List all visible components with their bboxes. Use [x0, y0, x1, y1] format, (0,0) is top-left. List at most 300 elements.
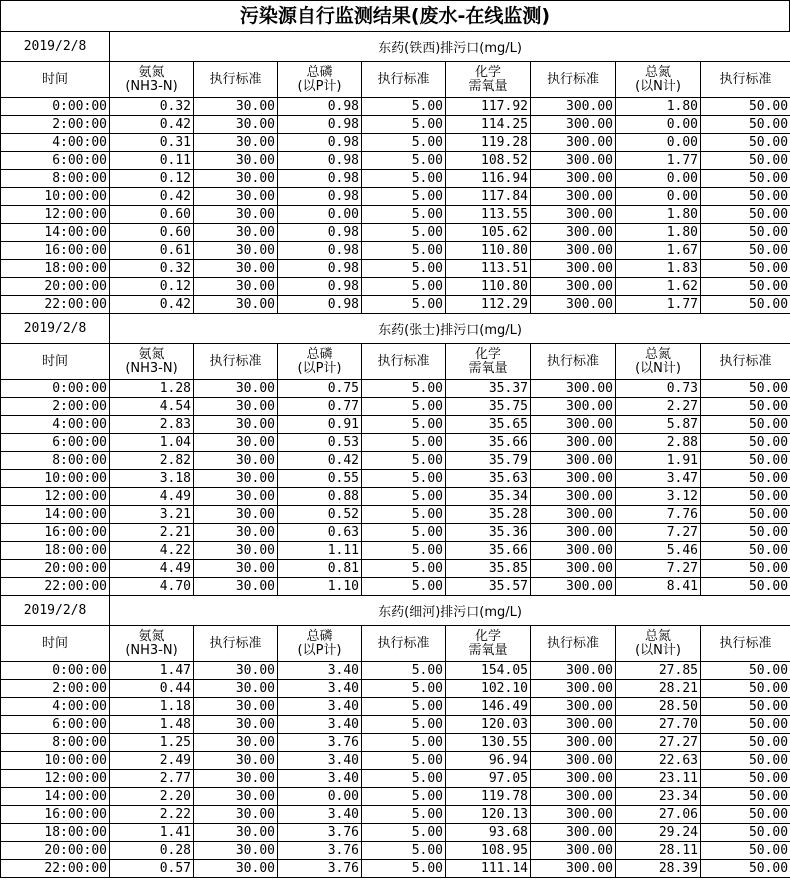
- header-nh3-text: 氨氮: [138, 628, 165, 644]
- tn-standard: 50.00: [701, 662, 790, 680]
- header-cod-standard: [531, 344, 616, 380]
- cod-value: 35.37: [446, 380, 531, 398]
- tn-value: 0.00: [616, 170, 701, 188]
- tp-standard: 5.00: [362, 752, 446, 770]
- nh3-standard: 30.00: [194, 734, 278, 752]
- cod-value: 93.68: [446, 824, 531, 842]
- tn-standard: 50.00: [701, 860, 790, 878]
- tp-value: 1.11: [278, 542, 362, 560]
- table-row: [1, 662, 790, 680]
- cod-value: 97.05: [446, 770, 531, 788]
- section-header-row: [1, 596, 790, 626]
- nh3-value: 4.54: [110, 398, 194, 416]
- tn-value: 3.47: [616, 470, 701, 488]
- time-cell: 10:00:00: [1, 188, 110, 206]
- time-cell: 20:00:00: [1, 842, 110, 860]
- nh3-value: 1.48: [110, 716, 194, 734]
- nh3-value: 2.20: [110, 788, 194, 806]
- cod-value: 35.28: [446, 506, 531, 524]
- tn-standard: 50.00: [701, 134, 790, 152]
- tn-standard: 50.00: [701, 806, 790, 824]
- header-cod-text: 化学: [474, 346, 501, 362]
- nh3-value: 4.49: [110, 560, 194, 578]
- nh3-value: 3.18: [110, 470, 194, 488]
- cod-value: 120.13: [446, 806, 531, 824]
- time-cell: 18:00:00: [1, 260, 110, 278]
- table-row: [1, 470, 790, 488]
- cod-value: 35.85: [446, 560, 531, 578]
- time-cell: 18:00:00: [1, 542, 110, 560]
- nh3-value: 2.21: [110, 524, 194, 542]
- table-row: [1, 242, 790, 260]
- time-cell: 6:00:00: [1, 152, 110, 170]
- nh3-value: 3.21: [110, 506, 194, 524]
- tp-standard: 5.00: [362, 260, 446, 278]
- tn-value: 3.12: [616, 488, 701, 506]
- nh3-value: 0.60: [110, 206, 194, 224]
- cod-standard: 300.00: [531, 278, 616, 296]
- header-time: [1, 62, 110, 98]
- cod-value: 120.03: [446, 716, 531, 734]
- header-tp-standard: [362, 62, 446, 98]
- tn-standard: 50.00: [701, 842, 790, 860]
- tp-value: 0.98: [278, 98, 362, 116]
- table-row: [1, 560, 790, 578]
- cod-standard: 300.00: [531, 170, 616, 188]
- nh3-standard: 30.00: [194, 296, 278, 314]
- tn-standard: 50.00: [701, 698, 790, 716]
- nh3-standard: 30.00: [194, 560, 278, 578]
- header-cod-standard-text: 执行标准: [546, 635, 599, 651]
- cod-standard: 300.00: [531, 488, 616, 506]
- table-row: [1, 170, 790, 188]
- cod-value: 113.51: [446, 260, 531, 278]
- tn-standard: 50.00: [701, 296, 790, 314]
- nh3-value: 0.57: [110, 860, 194, 878]
- header-tp-text: (以P计): [297, 642, 342, 658]
- tp-standard: 5.00: [362, 680, 446, 698]
- tn-value: 28.11: [616, 842, 701, 860]
- header-time: [1, 626, 110, 662]
- table-row: [1, 698, 790, 716]
- nh3-value: 1.04: [110, 434, 194, 452]
- tp-standard: 5.00: [362, 506, 446, 524]
- tn-standard: 50.00: [701, 734, 790, 752]
- tp-value: 0.63: [278, 524, 362, 542]
- time-cell: 16:00:00: [1, 242, 110, 260]
- tp-standard: 5.00: [362, 416, 446, 434]
- nh3-standard: 30.00: [194, 278, 278, 296]
- header-nh3-standard-text: 执行标准: [209, 635, 262, 651]
- column-header-row: [1, 62, 790, 98]
- nh3-standard: 30.00: [194, 224, 278, 242]
- table-row: [1, 860, 790, 878]
- tp-value: 0.55: [278, 470, 362, 488]
- table-row: [1, 824, 790, 842]
- tn-value: 5.87: [616, 416, 701, 434]
- header-cod-standard: [531, 62, 616, 98]
- cod-value: 102.10: [446, 680, 531, 698]
- tp-standard: 5.00: [362, 662, 446, 680]
- time-cell: 18:00:00: [1, 824, 110, 842]
- time-cell: 6:00:00: [1, 434, 110, 452]
- header-cod-standard: [531, 626, 616, 662]
- nh3-standard: 30.00: [194, 98, 278, 116]
- cod-value: 117.92: [446, 98, 531, 116]
- tn-standard: 50.00: [701, 242, 790, 260]
- tn-value: 27.27: [616, 734, 701, 752]
- cod-standard: 300.00: [531, 134, 616, 152]
- section-date: 2019/2/8: [1, 596, 110, 626]
- cod-value: 119.28: [446, 134, 531, 152]
- tn-standard: 50.00: [701, 434, 790, 452]
- cod-value: 35.79: [446, 452, 531, 470]
- nh3-value: 0.42: [110, 116, 194, 134]
- tn-standard: 50.00: [701, 380, 790, 398]
- tp-standard: 5.00: [362, 152, 446, 170]
- tn-standard: 50.00: [701, 98, 790, 116]
- nh3-standard: 30.00: [194, 542, 278, 560]
- cod-value: 35.57: [446, 578, 531, 596]
- cod-standard: 300.00: [531, 698, 616, 716]
- cod-value: 117.84: [446, 188, 531, 206]
- tp-standard: 5.00: [362, 188, 446, 206]
- table-row: [1, 788, 790, 806]
- nh3-standard: 30.00: [194, 824, 278, 842]
- header-nh3-standard: [194, 62, 278, 98]
- header-tn-text: (以N计): [635, 78, 681, 94]
- tp-standard: 5.00: [362, 716, 446, 734]
- tn-standard: 50.00: [701, 152, 790, 170]
- nh3-standard: 30.00: [194, 416, 278, 434]
- tp-value: 0.75: [278, 380, 362, 398]
- tn-standard: 50.00: [701, 770, 790, 788]
- tp-value: 3.76: [278, 824, 362, 842]
- tp-value: 3.76: [278, 860, 362, 878]
- tp-standard: 5.00: [362, 578, 446, 596]
- header-time: [1, 344, 110, 380]
- table-row: [1, 278, 790, 296]
- header-nh3-text: (NH3-N): [125, 360, 178, 376]
- time-cell: 10:00:00: [1, 752, 110, 770]
- cod-standard: 300.00: [531, 860, 616, 878]
- cod-value: 35.63: [446, 470, 531, 488]
- header-tp: [278, 62, 362, 98]
- nh3-standard: 30.00: [194, 206, 278, 224]
- monitoring-table: [0, 31, 790, 878]
- nh3-value: 1.41: [110, 824, 194, 842]
- tp-value: 0.81: [278, 560, 362, 578]
- cod-value: 108.52: [446, 152, 531, 170]
- cod-standard: 300.00: [531, 242, 616, 260]
- section-header-row: [1, 314, 790, 344]
- nh3-value: 0.42: [110, 296, 194, 314]
- cod-value: 130.55: [446, 734, 531, 752]
- section-header-row: [1, 32, 790, 62]
- nh3-standard: 30.00: [194, 506, 278, 524]
- tp-value: 0.88: [278, 488, 362, 506]
- nh3-value: 1.28: [110, 380, 194, 398]
- tn-standard: 50.00: [701, 260, 790, 278]
- time-cell: 4:00:00: [1, 698, 110, 716]
- nh3-standard: 30.00: [194, 752, 278, 770]
- tn-value: 7.76: [616, 506, 701, 524]
- nh3-value: 0.32: [110, 98, 194, 116]
- header-tp-text: (以P计): [297, 78, 342, 94]
- table-row: [1, 452, 790, 470]
- table-row: [1, 98, 790, 116]
- tp-standard: 5.00: [362, 278, 446, 296]
- tn-value: 7.27: [616, 524, 701, 542]
- time-cell: 4:00:00: [1, 416, 110, 434]
- tn-value: 2.27: [616, 398, 701, 416]
- tp-value: 3.40: [278, 716, 362, 734]
- section-date: 2019/2/8: [1, 32, 110, 62]
- header-cod-text: 需氧量: [468, 642, 508, 658]
- nh3-value: 0.12: [110, 278, 194, 296]
- tp-value: 0.98: [278, 152, 362, 170]
- cod-value: 35.66: [446, 434, 531, 452]
- tn-value: 0.73: [616, 380, 701, 398]
- tn-value: 1.83: [616, 260, 701, 278]
- header-nh3-text: (NH3-N): [125, 642, 178, 658]
- nh3-standard: 30.00: [194, 470, 278, 488]
- time-cell: 0:00:00: [1, 380, 110, 398]
- tp-standard: 5.00: [362, 542, 446, 560]
- cod-value: 111.14: [446, 860, 531, 878]
- time-cell: 2:00:00: [1, 116, 110, 134]
- tp-value: 0.00: [278, 788, 362, 806]
- tp-standard: 5.00: [362, 434, 446, 452]
- table-row: [1, 296, 790, 314]
- header-nh3: [110, 344, 194, 380]
- cod-standard: 300.00: [531, 188, 616, 206]
- cod-value: 108.95: [446, 842, 531, 860]
- nh3-standard: 30.00: [194, 170, 278, 188]
- header-tp-standard-text: 执行标准: [377, 635, 430, 651]
- header-tp-standard: [362, 626, 446, 662]
- table-row: [1, 260, 790, 278]
- tp-standard: 5.00: [362, 296, 446, 314]
- table-row: [1, 734, 790, 752]
- tp-value: 0.98: [278, 260, 362, 278]
- tn-standard: 50.00: [701, 188, 790, 206]
- time-cell: 20:00:00: [1, 278, 110, 296]
- tp-standard: 5.00: [362, 560, 446, 578]
- tp-value: 0.98: [278, 224, 362, 242]
- tn-value: 1.77: [616, 152, 701, 170]
- tp-standard: 5.00: [362, 206, 446, 224]
- tn-standard: 50.00: [701, 488, 790, 506]
- header-time-text: 时间: [41, 71, 68, 87]
- tn-value: 8.41: [616, 578, 701, 596]
- cod-value: 146.49: [446, 698, 531, 716]
- table-row: [1, 506, 790, 524]
- tp-value: 0.98: [278, 170, 362, 188]
- nh3-standard: 30.00: [194, 116, 278, 134]
- tp-value: 0.98: [278, 116, 362, 134]
- header-tp-text: 总磷: [306, 628, 333, 644]
- cod-value: 35.65: [446, 416, 531, 434]
- cod-value: 154.05: [446, 662, 531, 680]
- tn-standard: 50.00: [701, 416, 790, 434]
- tp-value: 3.76: [278, 734, 362, 752]
- tn-value: 23.11: [616, 770, 701, 788]
- tp-standard: 5.00: [362, 98, 446, 116]
- header-cod-text: 需氧量: [468, 360, 508, 376]
- time-cell: 22:00:00: [1, 578, 110, 596]
- header-tn-standard: [701, 344, 790, 380]
- tn-value: 7.27: [616, 560, 701, 578]
- tp-standard: 5.00: [362, 788, 446, 806]
- time-cell: 6:00:00: [1, 716, 110, 734]
- tp-standard: 5.00: [362, 470, 446, 488]
- cod-value: 110.80: [446, 242, 531, 260]
- tn-value: 0.00: [616, 134, 701, 152]
- time-cell: 4:00:00: [1, 134, 110, 152]
- nh3-value: 2.22: [110, 806, 194, 824]
- table-row: [1, 380, 790, 398]
- tn-standard: 50.00: [701, 788, 790, 806]
- cod-value: 112.29: [446, 296, 531, 314]
- nh3-standard: 30.00: [194, 380, 278, 398]
- tn-value: 1.62: [616, 278, 701, 296]
- nh3-standard: 30.00: [194, 134, 278, 152]
- cod-value: 96.94: [446, 752, 531, 770]
- tn-standard: 50.00: [701, 170, 790, 188]
- nh3-value: 0.28: [110, 842, 194, 860]
- cod-value: 114.25: [446, 116, 531, 134]
- time-cell: 8:00:00: [1, 452, 110, 470]
- cod-standard: 300.00: [531, 260, 616, 278]
- header-cod-text: 化学: [474, 628, 501, 644]
- time-cell: 2:00:00: [1, 680, 110, 698]
- nh3-standard: 30.00: [194, 770, 278, 788]
- header-tn-text: (以N计): [635, 642, 681, 658]
- cod-standard: 300.00: [531, 842, 616, 860]
- tp-standard: 5.00: [362, 380, 446, 398]
- header-cod-text: 化学: [474, 64, 501, 80]
- tp-value: 3.40: [278, 680, 362, 698]
- tp-standard: 5.00: [362, 860, 446, 878]
- nh3-value: 2.82: [110, 452, 194, 470]
- tn-standard: 50.00: [701, 452, 790, 470]
- tp-value: 1.10: [278, 578, 362, 596]
- tn-standard: 50.00: [701, 398, 790, 416]
- cod-standard: 300.00: [531, 398, 616, 416]
- tn-standard: 50.00: [701, 506, 790, 524]
- header-tp-text: 总磷: [306, 346, 333, 362]
- time-cell: 8:00:00: [1, 170, 110, 188]
- cod-standard: 300.00: [531, 524, 616, 542]
- header-cod-text: 需氧量: [468, 78, 508, 94]
- cod-standard: 300.00: [531, 116, 616, 134]
- header-nh3-text: 氨氮: [138, 64, 165, 80]
- time-cell: 14:00:00: [1, 224, 110, 242]
- tn-standard: 50.00: [701, 578, 790, 596]
- table-body: [1, 32, 790, 878]
- header-tn-text: (以N计): [635, 360, 681, 376]
- time-cell: 2:00:00: [1, 398, 110, 416]
- tn-value: 28.39: [616, 860, 701, 878]
- table-row: [1, 206, 790, 224]
- cod-standard: 300.00: [531, 716, 616, 734]
- header-time-text: 时间: [41, 353, 68, 369]
- tp-value: 0.98: [278, 242, 362, 260]
- tp-standard: 5.00: [362, 224, 446, 242]
- tn-standard: 50.00: [701, 470, 790, 488]
- nh3-standard: 30.00: [194, 860, 278, 878]
- tn-value: 29.24: [616, 824, 701, 842]
- tp-standard: 5.00: [362, 770, 446, 788]
- tn-value: 1.80: [616, 98, 701, 116]
- header-cod-standard-text: 执行标准: [546, 353, 599, 369]
- section-date: 2019/2/8: [1, 314, 110, 344]
- tn-value: 1.67: [616, 242, 701, 260]
- time-cell: 22:00:00: [1, 296, 110, 314]
- cod-standard: 300.00: [531, 662, 616, 680]
- cod-standard: 300.00: [531, 680, 616, 698]
- tp-value: 0.52: [278, 506, 362, 524]
- time-cell: 10:00:00: [1, 470, 110, 488]
- time-cell: 12:00:00: [1, 488, 110, 506]
- tn-value: 1.80: [616, 206, 701, 224]
- header-tp-standard-text: 执行标准: [377, 71, 430, 87]
- time-cell: 20:00:00: [1, 560, 110, 578]
- nh3-value: 0.31: [110, 134, 194, 152]
- tn-value: 28.50: [616, 698, 701, 716]
- time-cell: 14:00:00: [1, 506, 110, 524]
- cod-standard: 300.00: [531, 824, 616, 842]
- header-nh3-standard-text: 执行标准: [209, 353, 262, 369]
- outlet-name: 东药(细河)排污口(mg/L): [110, 596, 790, 626]
- table-row: [1, 542, 790, 560]
- tn-value: 2.88: [616, 434, 701, 452]
- nh3-standard: 30.00: [194, 698, 278, 716]
- tp-standard: 5.00: [362, 524, 446, 542]
- nh3-standard: 30.00: [194, 434, 278, 452]
- cod-standard: 300.00: [531, 98, 616, 116]
- tp-value: 0.98: [278, 296, 362, 314]
- nh3-standard: 30.00: [194, 260, 278, 278]
- table-row: [1, 488, 790, 506]
- cod-standard: 300.00: [531, 752, 616, 770]
- nh3-value: 0.60: [110, 224, 194, 242]
- time-cell: 22:00:00: [1, 860, 110, 878]
- table-row: [1, 752, 790, 770]
- nh3-value: 1.25: [110, 734, 194, 752]
- cod-value: 110.80: [446, 278, 531, 296]
- header-tn-standard: [701, 626, 790, 662]
- tn-standard: 50.00: [701, 278, 790, 296]
- header-cod: [446, 62, 531, 98]
- tn-value: 1.77: [616, 296, 701, 314]
- nh3-value: 0.42: [110, 188, 194, 206]
- nh3-standard: 30.00: [194, 680, 278, 698]
- tn-standard: 50.00: [701, 716, 790, 734]
- tp-standard: 5.00: [362, 398, 446, 416]
- header-nh3-text: (NH3-N): [125, 78, 178, 94]
- header-tp: [278, 344, 362, 380]
- column-header-row: [1, 626, 790, 662]
- cod-standard: 300.00: [531, 560, 616, 578]
- header-tp-text: 总磷: [306, 64, 333, 80]
- time-cell: 14:00:00: [1, 788, 110, 806]
- cod-value: 119.78: [446, 788, 531, 806]
- cod-standard: 300.00: [531, 152, 616, 170]
- table-row: [1, 398, 790, 416]
- tp-standard: 5.00: [362, 452, 446, 470]
